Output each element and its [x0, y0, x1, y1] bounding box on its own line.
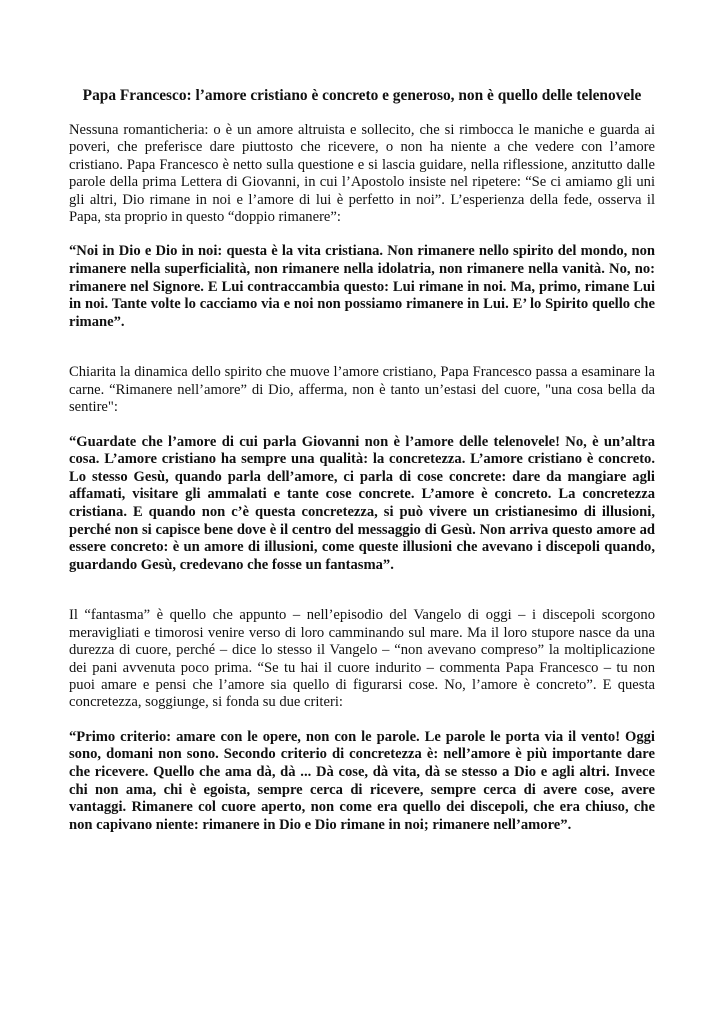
spacer — [69, 331, 655, 364]
document-title: Papa Francesco: l’amore cristiano è concreto e generoso, non è quello delle telenovele — [82, 87, 642, 104]
paragraph-intro: Nessuna romanticheria: o è un amore altruista e sollecito, che si rimbocca le maniche e guarda ai poveri, che preferisce dare piuttosto che ricevere, o non ha niente a che vedere con l’amore cristiano. Papa Francesco è netto sulla questione e si lascia guidare, nella riflessione, anzitutto dalle parole della prima Lettera di Giovanni, in cui l’Apostolo insiste nel ripetere: “Se ci amiamo gli uni gli altri, Dio rimane in noi e l’amore di lui è perfetto in noi”. L’esperienza della fede, osserva il Papa, sta proprio in questo “doppio rimanere”: — [69, 122, 655, 226]
quote-criteri: “Primo criterio: amare con le opere, non con le parole. Le parole le porta via il vento! Oggi sono, domani non sono. Secondo criterio di concretezza è: nell’amore è più importante dare che ricevere. Quello che ama dà, dà ... Dà cose, dà vita, dà se stesso a Dio e agli altri. Invece chi non ama, chi è egoista, sempre cerca di ricevere, sempre cerca di avere cose, avere vantaggi. Rimanere col cuore aperto, non come era quello dei discepoli, che era chiuso, che non capivano niente: rimanere in Dio e Dio rimane in noi; rimanere nell’amore”. — [69, 728, 655, 833]
paragraph-carne: Chiarita la dinamica dello spirito che muove l’amore cristiano, Papa Francesco passa a esaminare la carne. “Rimanere nell’amore” di Dio, afferma, non è tanto un’estasi del cuore, "una cosa bella da sentire": — [69, 364, 655, 416]
spacer — [69, 417, 655, 434]
spacer — [69, 226, 655, 243]
quote-concretezza: “Guardate che l’amore di cui parla Giovanni non è l’amore delle telenovele! No, è un’altra cosa. L’amore cristiano ha sempre una qualità: la concretezza. L’amore cristiano è concreto. Lo stesso Gesù, quando parla dell’amore, ci parla di cose concrete: dare da mangiare agli affamati, visitare gli ammalati e tante cose concrete. L’amore è concreto. La concretezza cristiana. E quando non c’è questa concretezza, si può vivere un cristianesimo di illusioni, perché non si capisce bene dove è il centro del messaggio di Gesù. Non arriva questo amore ad essere concreto: è un amore di illusioni, come queste illusioni che avevano i discepoli quando, guardando Gesù, credevano che fosse un fantasma”. — [69, 433, 655, 573]
paragraph-fantasma: Il “fantasma” è quello che appunto – nell’episodio del Vangelo di oggi – i discepoli scorgono meravigliati e timorosi venire verso di loro camminando sul mare. Ma il loro stupore nasce da una durezza di cuore, perché – dice lo stesso il Vangelo – “non avevano compreso” la moltiplicazione dei pani avvenuta poco prima. “Se tu hai il cuore indurito – commenta Papa Francesco – tu non puoi amare e pensi che l’amore sia quello di figurarsi cose. No, l’amore è concreto”. E questa concretezza, soggiunge, si fonda su due criteri: — [69, 607, 655, 711]
spacer — [69, 574, 655, 607]
quote-rimanere: “Noi in Dio e Dio in noi: questa è la vita cristiana. Non rimanere nello spirito del mondo, non rimanere nella superficialità, non rimanere nella idolatria, non rimanere nella vanità. No, no: rimanere nel Signore. E Lui contraccambia questo: Lui rimane in noi. Ma, primo, rimane Lui in noi. Tante volte lo cacciamo via e noi non possiamo rimanere in Lui. E’ lo Spirito quello che rimane”. — [69, 243, 655, 330]
spacer — [69, 712, 655, 729]
document-page — [69, 86, 655, 834]
